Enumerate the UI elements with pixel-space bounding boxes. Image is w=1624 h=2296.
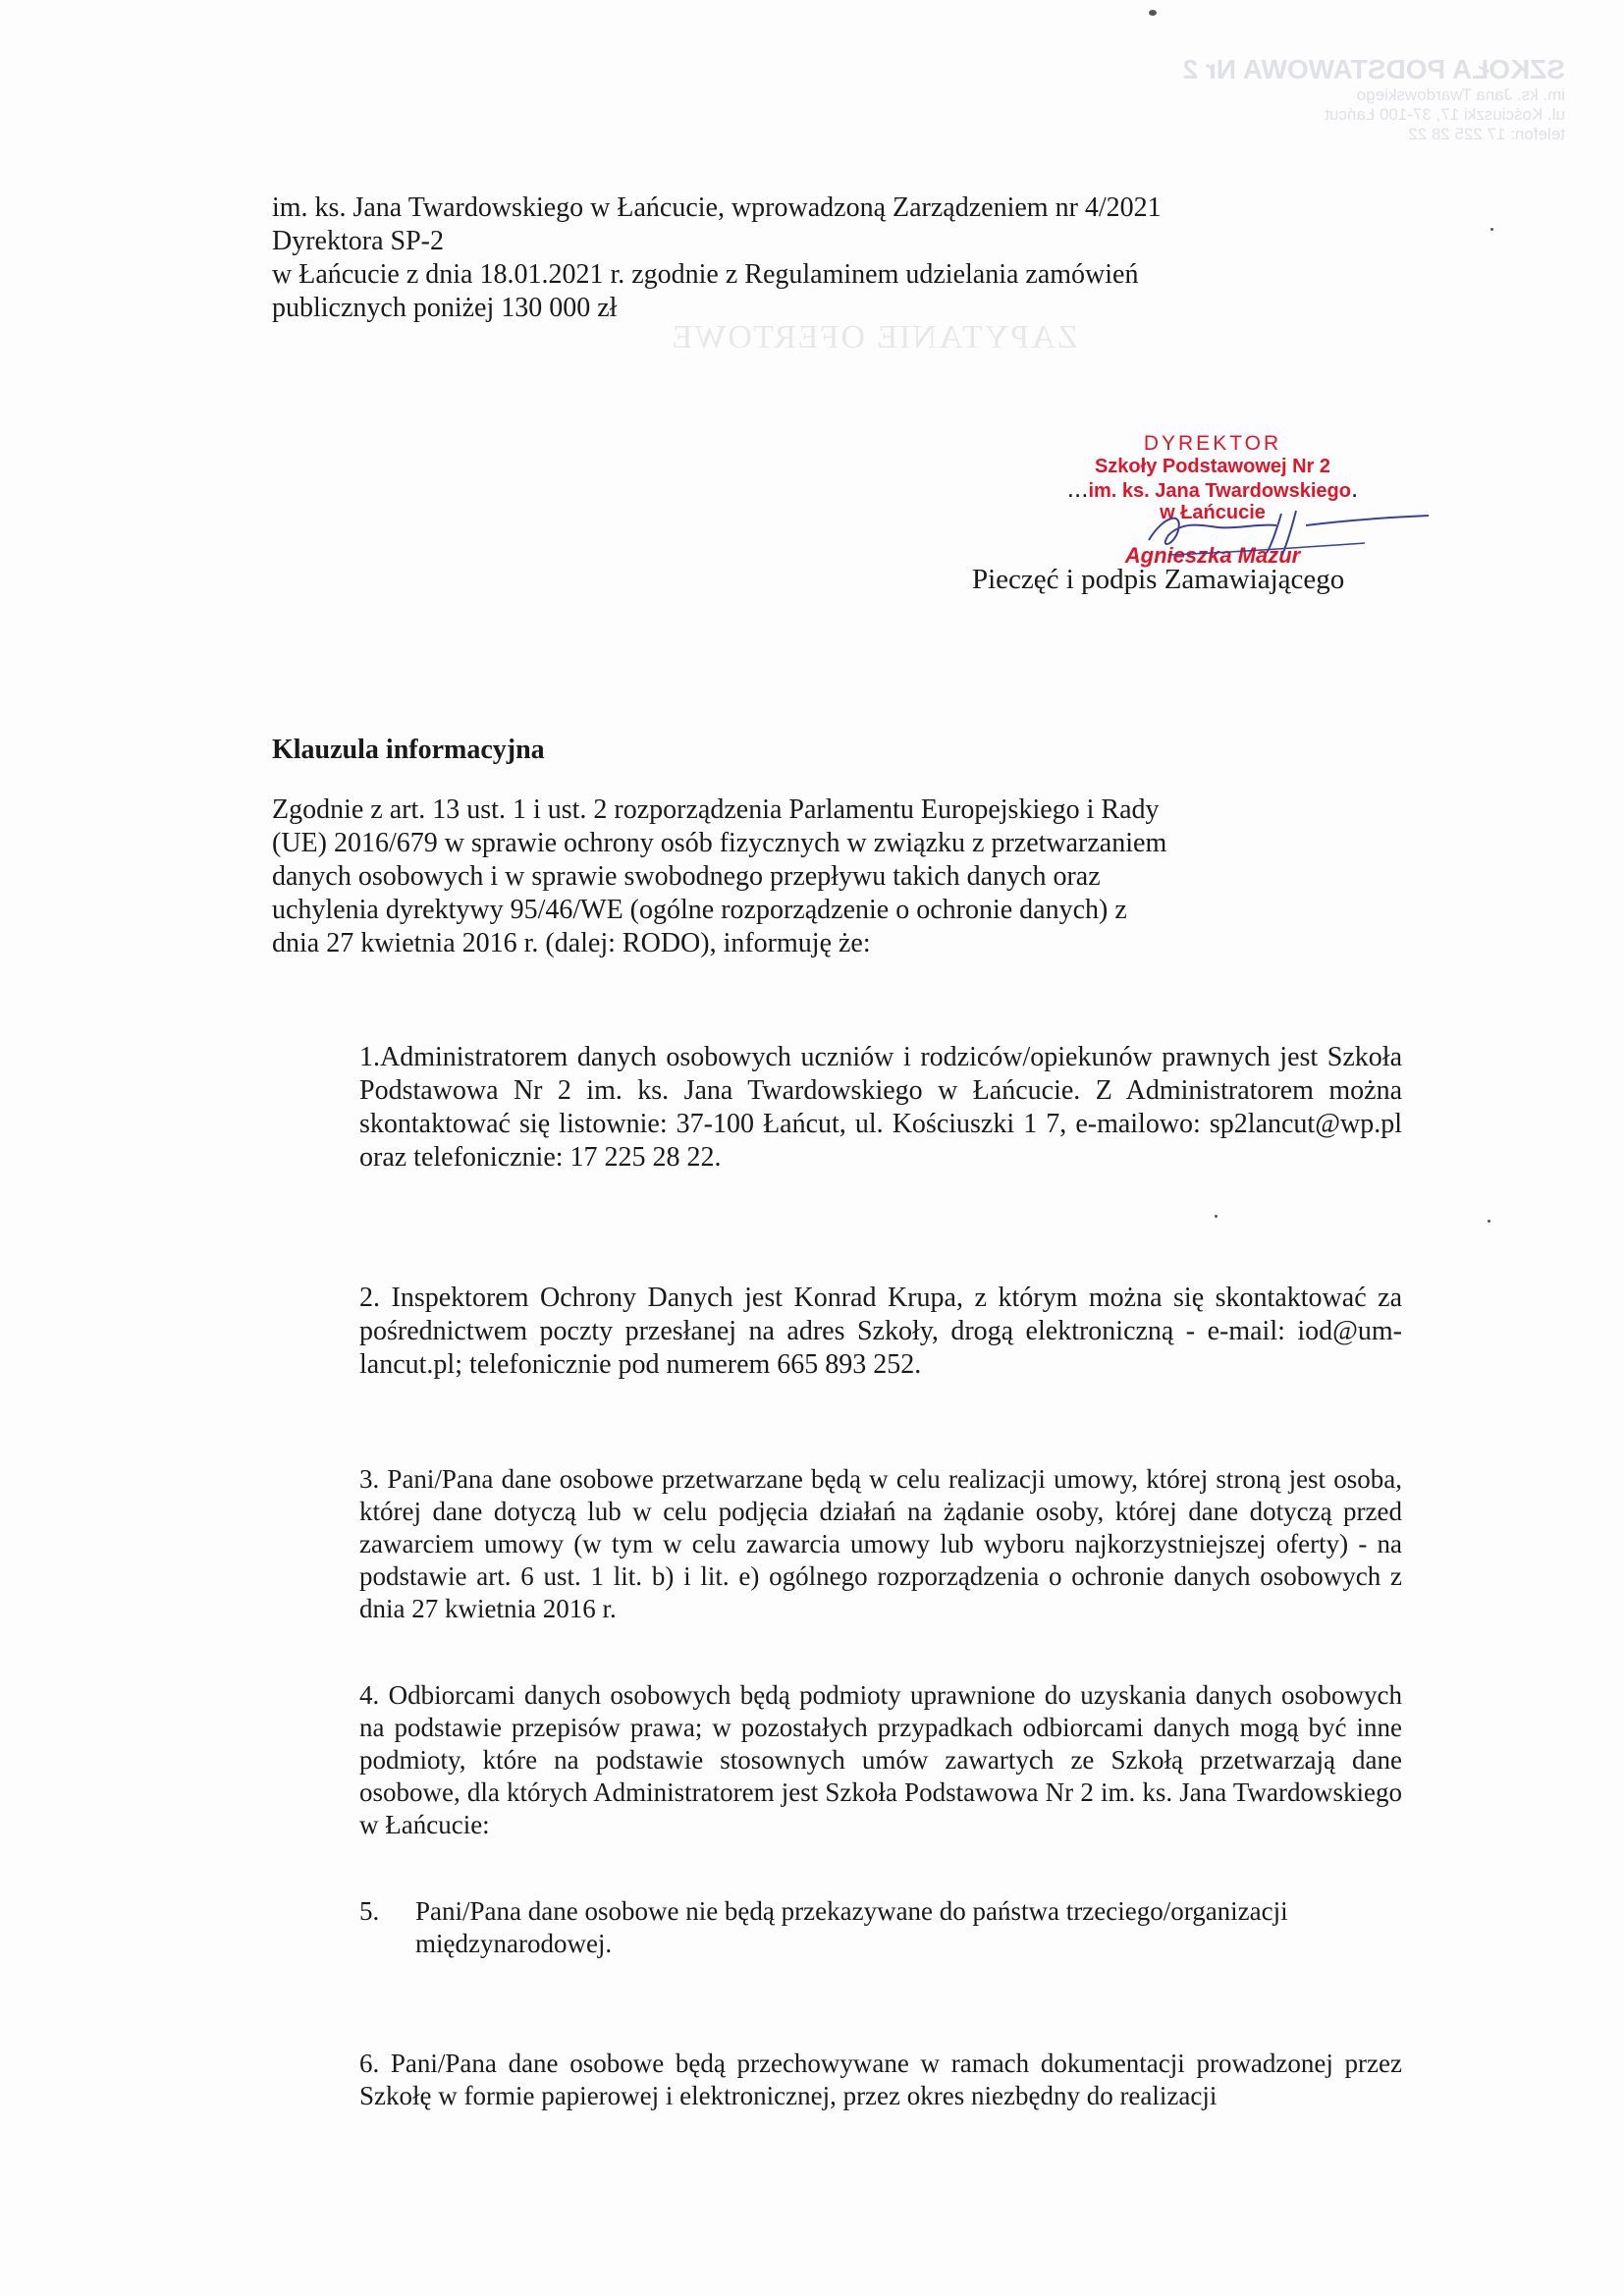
bleed-school-line: im. ks. Jana Twardowskiego	[1356, 85, 1565, 104]
point-3-purpose: 3. Pani/Pana dane osobowe przetwarzane będą w celu realizacji umowy, której stroną jest osoba, której dane dotyczą lub w celu podjęcia działań na żądanie osoby, której dane dotyczą przed zawarciem umowy (w tym w celu zawarcia umowy lub wyboru najkorzystniejszej oferty) - na podstawie art. 6 ust. 1 lit. b) i lit. e) ogólnego rozporządzenia o ochronie danych osobowych z dnia 27 kwietnia 2016 r.	[359, 1464, 1402, 1623]
bleed-through-header	[1055, 54, 1565, 144]
bleed-through-body	[412, 319, 1335, 371]
bleed-title: ZAPYTANIE OFERTOWE	[670, 319, 1078, 355]
stamp-school: Szkoły Podstawowej Nr 2	[1094, 456, 1331, 477]
point-5-number: 5.	[359, 1896, 380, 1926]
point-6-retention: 6. Pani/Pana dane osobowe będą przechowywane w ramach dokumentacji prowadzonej przez Szkołę w formie papierowej i elektronicznej, przez okres niezbędny do realizacji	[359, 2049, 1402, 2110]
scan-speck	[1149, 10, 1157, 16]
scan-speck	[1488, 1220, 1490, 1223]
lead-line: danych osobowych i w sprawie swobodnego przepływu takich danych oraz	[272, 861, 1101, 892]
intro-text	[272, 191, 1401, 325]
point-5-transfer: Pani/Pana dane osobowe nie będą przekazywane do państwa trzeciego/organizacji międzynarodowej.	[415, 1896, 1288, 1958]
section-heading: Klauzula informacyjna	[272, 735, 545, 765]
lead-line: uchylenia dyrektywy 95/46/WE (ogólne rozporządzenie o ochronie danych) z	[272, 895, 1127, 925]
stamp-title: DYREKTOR	[1143, 432, 1282, 455]
scan-speck	[1490, 228, 1493, 231]
stamp-trailing-dot: .	[1350, 473, 1359, 503]
stamp-dots: ...	[1066, 473, 1089, 503]
bleed-school-line: telefon: 17 225 28 22	[1408, 125, 1565, 143]
lead-line: (UE) 2016/679 w sprawie ochrony osób fizycznych w związku z przetwarzaniem	[272, 828, 1167, 858]
stamp-city: w Łańcucie	[1160, 502, 1266, 523]
bleed-school-header: SZKOŁA PODSTAWOWA Nr 2	[1182, 54, 1565, 84]
point-4-recipients: 4. Odbiorcami danych osobowych będą podmioty uprawnione do uzyskania danych osobowych na podstawie przepisów prawa; w pozostałych przypadkach odbiorcami danych mogą być inne podmioty, które na podstawie stosownych umów zawartych ze Szkołą przetwarzają dane osobowe, dla których Administratorem jest Szkoła Podstawowa Nr 2 im. ks. Jana Twardowskiego w Łańcucie:	[359, 1680, 1402, 1839]
intro-line: im. ks. Jana Twardowskiego w Łańcucie, wprowadzoną Zarządzeniem nr 4/2021	[272, 192, 1162, 223]
lead-line: dnia 27 kwietnia 2016 r. (dalej: RODO), informuję że:	[272, 928, 871, 958]
stamp-patron: im. ks. Jana Twardowskiego	[1088, 480, 1351, 502]
bleed-school-line: ul. Kościuszki 17, 37-100 Łańcut	[1325, 105, 1565, 124]
point-2-inspector: 2. Inspektorem Ochrony Danych jest Konrad Krupa, z którym można się skontaktować za pośrednictwem poczty przesłanej na adres Szkoły, drogą elektroniczną - e-mail: iod@um-lancut.pl; telefonicznie pod numerem 665 893 252.	[359, 1283, 1402, 1380]
handwritten-signature	[1110, 496, 1434, 565]
lead-line: Zgodnie z art. 13 ust. 1 i ust. 2 rozporządzenia Parlamentu Europejskiego i Rady	[272, 794, 1160, 825]
intro-line: Dyrektora SP-2	[272, 226, 444, 256]
stamp-caption: Pieczęć i podpis Zamawiającego	[972, 564, 1345, 595]
stamp-name: Agnieszka Mazur	[1124, 543, 1301, 568]
lead-paragraph	[272, 793, 1391, 960]
scan-speck	[1215, 1215, 1218, 1218]
intro-line: publicznych poniżej 130 000 zł	[272, 293, 618, 323]
intro-line: w Łańcucie z dnia 18.01.2021 r. zgodnie z Regulaminem udzielania zamówień	[272, 259, 1139, 290]
point-1-administrator: 1.Administratorem danych osobowych uczniów i rodziców/opiekunów prawnych jest Szkoła Podstawowa Nr 2 im. ks. Jana Twardowskiego w Łańcucie. Z Administratorem można skontaktować się listownie: 37-100 Łańcut, ul. Kościuszki 1 7, e-mailowo: sp2lancut@wp.pl oraz telefonicznie: 17 225 28 22.	[359, 1042, 1402, 1173]
